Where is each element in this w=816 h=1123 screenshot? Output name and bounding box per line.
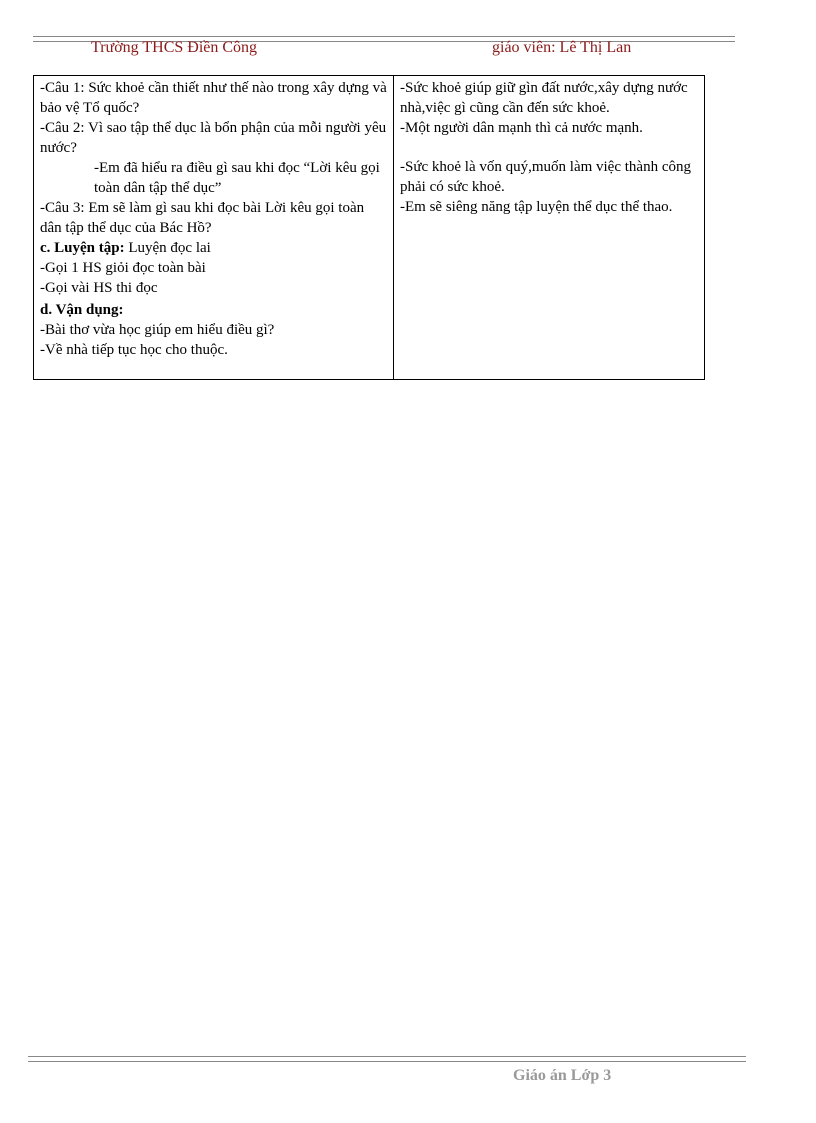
footer-rule [28,1056,746,1062]
questions-cell [34,76,394,380]
answers-cell [394,76,705,380]
question-1: -Câu 1: Sức khoẻ cần thiết như thế nào trong xây dựng và bảo vệ Tổ quốc? [40,80,387,116]
teacher-name: giáo viên: Lê Thị Lan [492,39,632,56]
practice-line [40,238,387,258]
practice-item-2: -Gọi vài HS thi đọc [40,280,158,296]
answer-4: -Em sẽ siêng năng tập luyện thể dục thể thao. [400,199,673,215]
application-line [40,300,387,320]
answer-2: -Một người dân mạnh thì cả nước mạnh. [400,120,643,136]
application-item-1: -Bài thơ vừa học giúp em hiểu điều gì? [40,322,275,338]
question-2b: -Em đã hiểu ra điều gì sau khi đọc “Lời kêu gọi toàn dân tập thể dục” [94,160,380,196]
question-3: -Câu 3: Em sẽ làm gì sau khi đọc bài Lời kêu gọi toàn dân tập thể dục của Bác Hồ? [40,200,365,236]
answer-spacer [400,138,698,157]
footer-label: Giáo án Lớp 3 [513,1067,612,1084]
answer-1: -Sức khoẻ giúp giữ gìn đất nước,xây dựng nước nhà,việc gì cũng cần đến sức khoẻ. [400,80,688,116]
question-2: -Câu 2: Vì sao tập thể dục là bổn phận của mỗi người yêu nước? [40,120,387,156]
practice-heading: c. Luyện tập: [40,240,125,256]
answer-3: -Sức khoẻ là vốn quý,muốn làm việc thành công phải có sức khoẻ. [400,159,691,195]
application-item-2: -Về nhà tiếp tục học cho thuộc. [40,342,228,358]
application-heading: d. Vận dụng: [40,302,124,318]
practice-item-1: -Gọi 1 HS giỏi đọc toàn bài [40,260,206,276]
school-name: Trường THCS Điền Công [91,39,258,56]
table-row [34,76,705,380]
practice-text: Luyện đọc lai [124,240,211,256]
lesson-table [33,75,705,380]
